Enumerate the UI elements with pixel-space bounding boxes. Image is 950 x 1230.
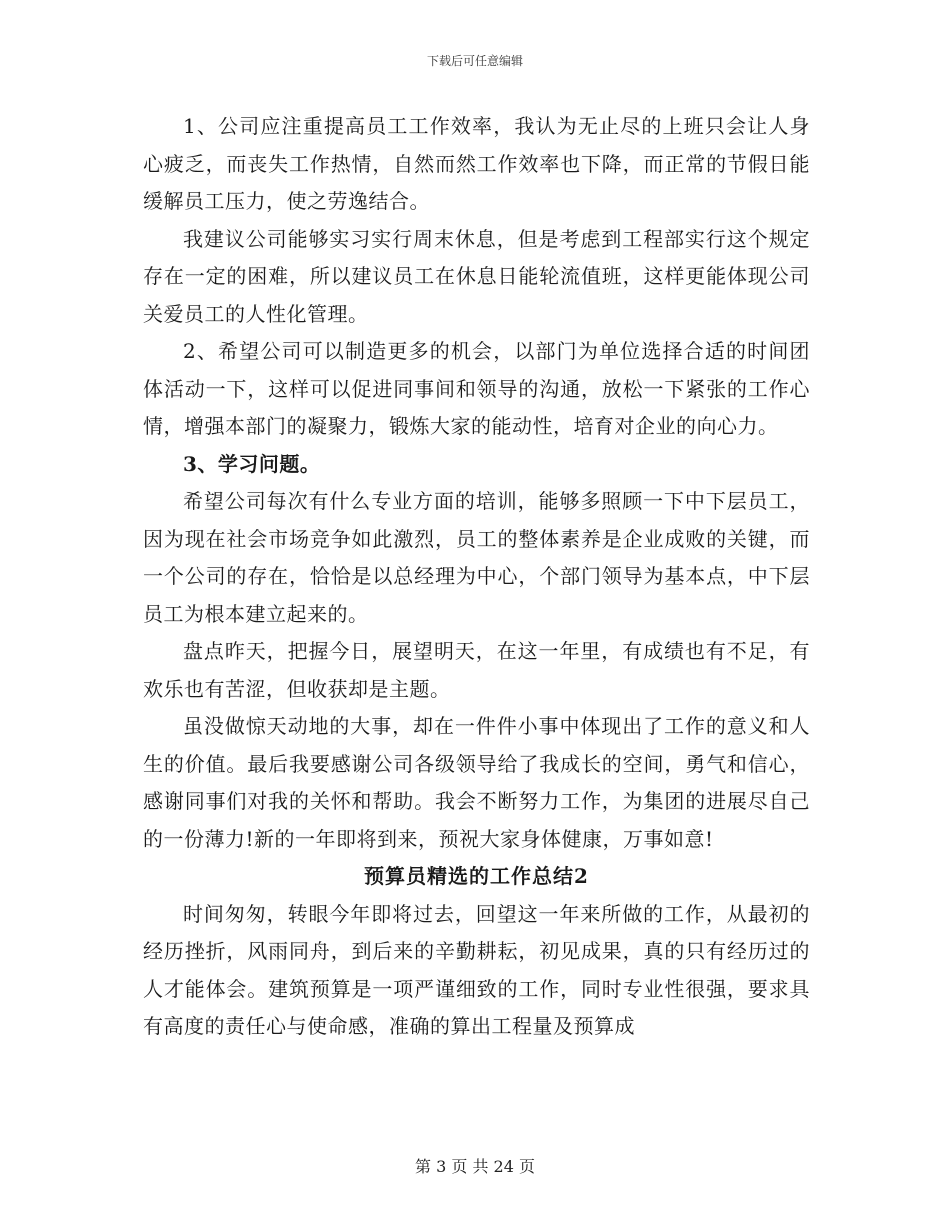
paragraph-efficiency: 1、公司应注重提高员工工作效率，我认为无止尽的上班只会让人身心疲乏，而丧失工作热情，自然而然工作效率也下降，而正常的节假日能缓解员工压力，使之劳逸结合。 xyxy=(143,114,810,213)
paragraph-thanks: 虽没做惊天动地的大事，却在一件件小事中体现出了工作的意义和人生的价值。最后我要感谢公司各级领导给了我成长的空间，勇气和信心，感谢同事们对我的关怀和帮助。我会不断努力工作，为集团的进展尽自己的一份薄力!新的一年即将到来，预祝大家身体健康，万事如意! xyxy=(143,714,810,851)
section-title: 预算员精选的工作总结2 xyxy=(364,864,589,888)
paragraph-review: 盘点昨天，把握今日，展望明天，在这一年里，有成绩也有不足，有欢乐也有苦涩，但收获却是主题。 xyxy=(143,639,810,701)
paragraph-training: 希望公司每次有什么专业方面的培训，能够多照顾一下中下层员工，因为现在社会市场竞争如此激烈，员工的整体素养是企业成败的关键，而一个公司的存在，恰恰是以总经理为中心，个部门领导为基本点，中下层员工为根本建立起来的。 xyxy=(143,489,810,626)
paragraph-team-activity: 2、希望公司可以制造更多的机会，以部门为单位选择合适的时间团体活动一下，这样可以促进同事间和领导的沟通，放松一下紧张的工作心情，增强本部门的凝聚力，锻炼大家的能动性，培育对企业的向心力。 xyxy=(143,339,810,438)
document-body xyxy=(143,108,810,1046)
paragraph-summary-intro: 时间匆匆，转眼今年即将过去，回望这一年来所做的工作，从最初的经历挫折，风雨同舟，到后来的辛勤耕耘，初见成果，真的只有经历过的人才能体会。建筑预算是一项严谨细致的工作，同时专业性很强，要求具有高度的责任心与使命感，准确的算出工程量及预算成 xyxy=(143,901,810,1038)
heading-learning: 3、学习问题。 xyxy=(183,451,321,476)
paragraph-weekend-rest: 我建议公司能够实习实行周末休息，但是考虑到工程部实行这个规定存在一定的困难，所以建议员工在休息日能轮流值班，这样更能体现公司关爱员工的人性化管理。 xyxy=(143,226,810,326)
page-number: 第 3 页 共 24 页 xyxy=(415,1157,535,1176)
page-header: 下载后可任意编辑 xyxy=(426,54,523,68)
